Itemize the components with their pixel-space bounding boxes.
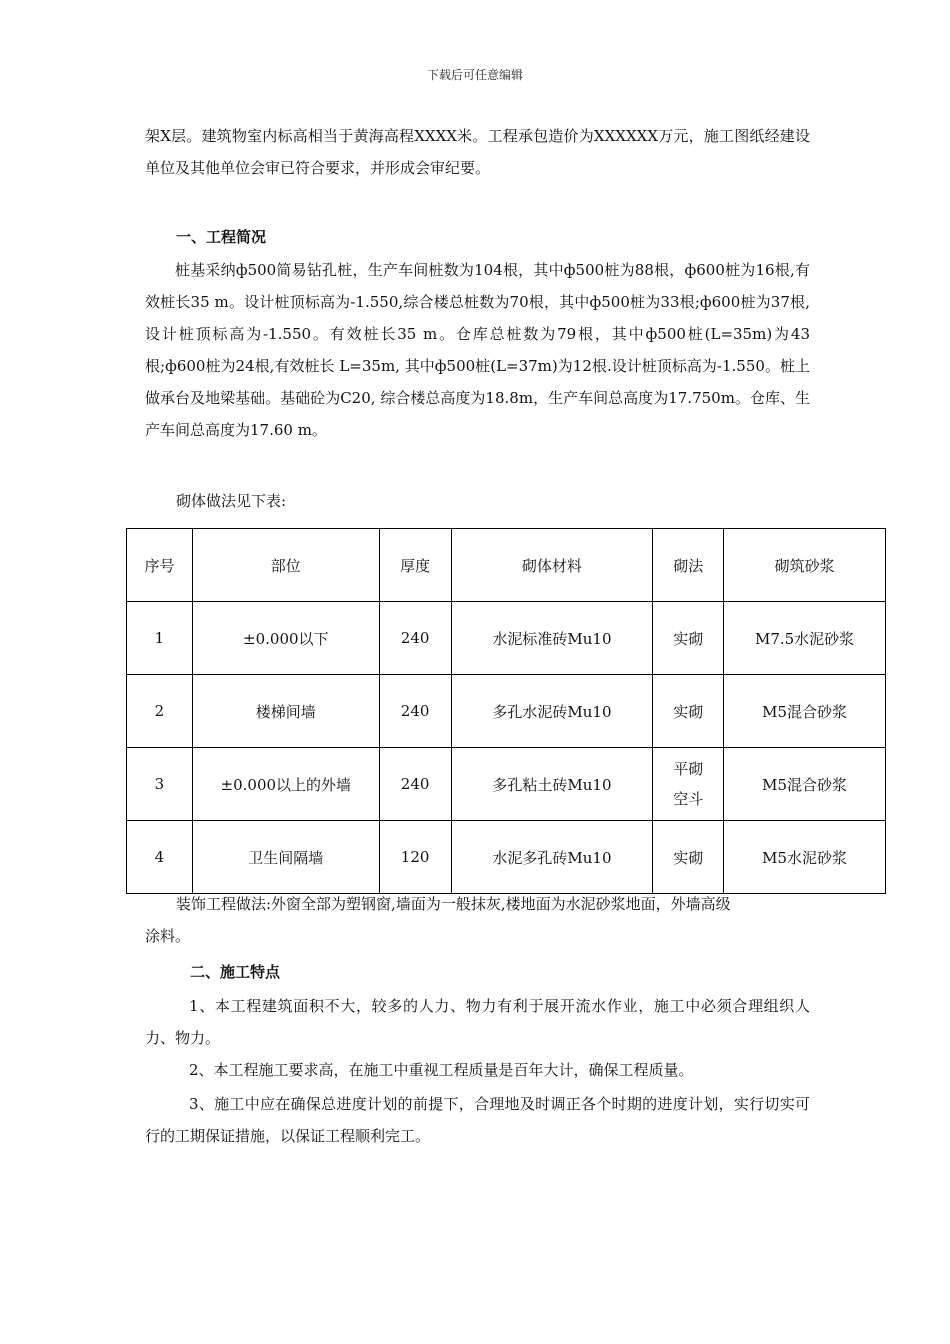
- cell-method-line2: 空斗: [673, 790, 704, 808]
- section2-item3: 3、施工中应在确保总进度计划的前提下，合理地及时调正各个时期的进度计划，实行切实可行的工期保证措施，以保证工程顺利完工。: [145, 1095, 810, 1145]
- cell-thickness: 240: [379, 602, 451, 675]
- section1-title: 一、工程简况: [176, 228, 267, 246]
- section1-body: 桩基采纳ф500简易钻孔桩，生产车间桩数为104根，其中ф500桩为88根，ф600桩为16根,有效桩长35 m。设计桩顶标高为-1.550,综合楼总桩数为70根，其中ф500桩为33根;ф600桩为37根,设计桩顶标高为-1.550。有效桩长35 m。仓库总桩数为79根，其中ф500桩(L=35m)为43根;ф600桩为24根,有效桩长 L=35m, 其中ф500桩(L=37m)为12根.设计桩顶标高为-1.550。桩上做承台及地梁基础。基础砼为C20, 综合楼总高度为18.8m，生产车间总高度为17.750m。仓库、生产车间总高度为17.60 m。: [145, 261, 810, 439]
- table-row: [127, 748, 886, 821]
- cell-method: 实砌: [653, 602, 724, 675]
- cell-thickness: 240: [379, 675, 451, 748]
- cell-mortar: M5水泥砂浆: [724, 821, 886, 894]
- cell-part: ±0.000以上的外墙: [192, 748, 379, 821]
- cell-part: 楼梯间墙: [192, 675, 379, 748]
- header-cell: 序号: [127, 529, 193, 602]
- table-row: [127, 675, 886, 748]
- cell-part: ±0.000以下: [192, 602, 379, 675]
- section2-item2: 2、本工程施工要求高，在施工中重视工程质量是百年大计，确保工程质量。: [189, 1061, 694, 1079]
- cell-mortar: M5混合砂浆: [724, 748, 886, 821]
- cell-thickness: 240: [379, 748, 451, 821]
- decoration-line1: 装饰工程做法:外窗全部为塑钢窗,墙面为一般抹灰,楼地面为水泥砂浆地面，外墙高级: [176, 895, 731, 913]
- table-row: [127, 602, 886, 675]
- cell-mortar: M7.5水泥砂浆: [724, 602, 886, 675]
- cell-method: 实砌: [653, 675, 724, 748]
- header-cell: 砌体材料: [451, 529, 653, 602]
- cell-material: 水泥标准砖Mu10: [451, 602, 653, 675]
- masonry-table: [126, 528, 886, 894]
- table-intro: 砌体做法见下表:: [176, 492, 287, 510]
- header-cell: 厚度: [379, 529, 451, 602]
- header-cell: 砌法: [653, 529, 724, 602]
- cell-thickness: 120: [379, 821, 451, 894]
- decoration-line2: 涂料。: [145, 927, 191, 945]
- page-header: 下载后可任意编辑: [426, 68, 523, 82]
- cell-no: 4: [127, 821, 193, 894]
- cell-method: 实砌: [653, 821, 724, 894]
- section2-title: 二、施工特点: [190, 963, 281, 981]
- cell-part: 卫生间隔墙: [192, 821, 379, 894]
- table-row: [127, 821, 886, 894]
- cell-method-line1: 平砌: [673, 760, 704, 778]
- cell-material: 多孔水泥砖Mu10: [451, 675, 653, 748]
- cell-no: 3: [127, 748, 193, 821]
- cell-material: 水泥多孔砖Mu10: [451, 821, 653, 894]
- table-header-row: [127, 529, 886, 602]
- cell-no: 2: [127, 675, 193, 748]
- cell-no: 1: [127, 602, 193, 675]
- section2-item1: 1、本工程建筑面积不大，较多的人力、物力有利于展开流水作业，施工中必须合理组织人力、物力。: [145, 997, 810, 1047]
- cell-material: 多孔粘土砖Mu10: [451, 748, 653, 821]
- header-cell: 部位: [192, 529, 379, 602]
- header-cell: 砌筑砂浆: [724, 529, 886, 602]
- cell-mortar: M5混合砂浆: [724, 675, 886, 748]
- cell-method: [653, 748, 724, 821]
- intro-paragraph: 架X层。建筑物室内标高相当于黄海高程XXXX米。工程承包造价为XXXXXX万元，施工图纸经建设单位及其他单位会审已符合要求，并形成会审纪要。: [145, 127, 810, 177]
